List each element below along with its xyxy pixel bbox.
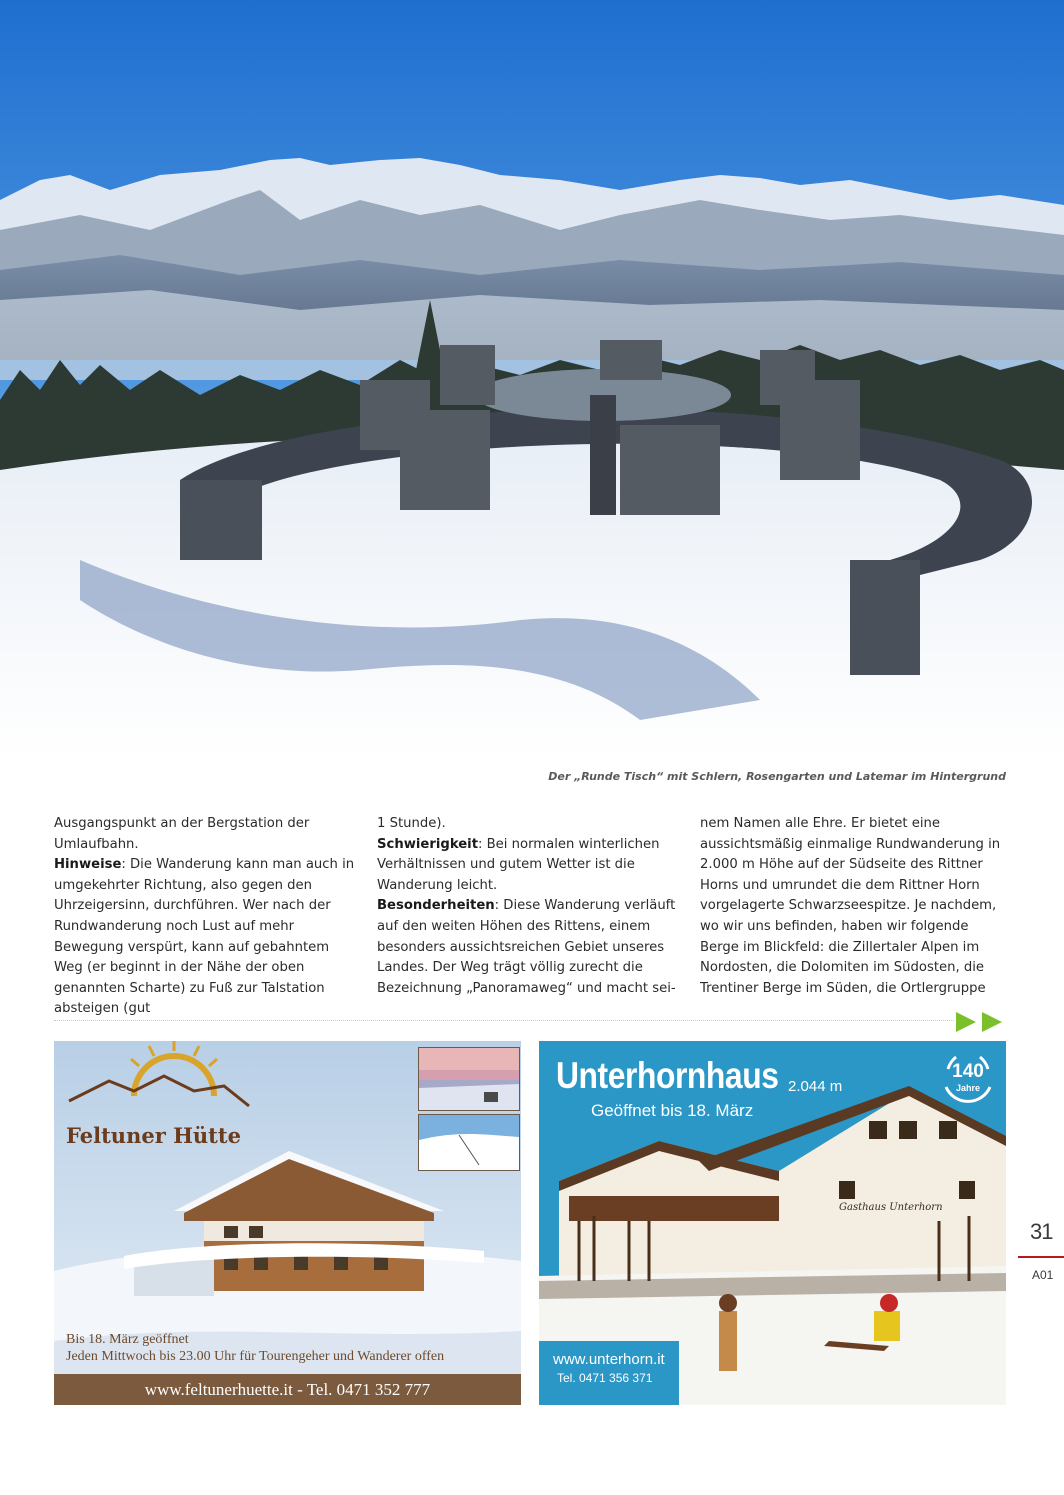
section-divider <box>54 1020 954 1021</box>
feltuner-note-line2: Jeden Mittwoch bis 23.00 Uhr für Tourengeher und Wanderer offen <box>66 1349 445 1364</box>
page-number: 31 <box>1030 1219 1053 1244</box>
besonderheiten-text: : Diese Wanderung verläuft auf den weiten Höhen des Rittens, einem besonders aussichtsreichen Gebiet unseres Landes. Der Weg trägt völlig zurecht die Bezeichnung „Panoramaweg“ und macht sei- <box>377 898 676 996</box>
sunset-thumbnail <box>418 1047 520 1111</box>
hinweise-text: : Die Wanderung kann man auch in umgekehrter Richtung, also gegen den Uhrzeigersinn, durchführen. Wer nach der Rundwanderung noch Lust auf mehr Bewegung verspürt, kann auf gebahntem Weg (er beginnt in der Nähe der oben genannten Scharte) zu Fuß zur Talstation absteigen (gut <box>54 857 355 1017</box>
schwierigkeit-label: Schwierigkeit <box>377 836 478 852</box>
hinweise-label: Hinweise <box>54 857 122 873</box>
feltuner-contact-bar[interactable]: www.feltunerhuette.it - Tel. 0471 352 777 <box>54 1374 521 1405</box>
unterhorn-title: Unterhornhaus <box>556 1055 779 1096</box>
article-column-3 <box>700 814 1002 999</box>
feltuner-note-line1: Bis 18. März geöffnet <box>66 1332 189 1347</box>
duration-text: 1 Stunde). <box>377 816 446 831</box>
inn-sign: Gasthaus Unterhorn <box>839 1202 943 1213</box>
article-column-2 <box>377 814 679 999</box>
badge-number: 140 <box>952 1061 984 1082</box>
besonderheiten-label: Besonderheiten <box>377 898 495 914</box>
schwierigkeit-text: : Bei normalen winterlichen Verhältnissen und gutem Wetter ist die Wanderung leicht. <box>377 836 660 893</box>
ski-slope-thumbnail <box>418 1114 520 1171</box>
ad-unterhornhaus[interactable] <box>539 1041 1006 1405</box>
unterhorn-opening: Geöffnet bis 18. März <box>591 1101 754 1120</box>
intro-text: Ausgangspunkt an der Bergstation der Umlaufbahn. <box>54 816 310 852</box>
ad-feltuner-huette[interactable] <box>54 1041 521 1405</box>
unterhorn-website[interactable]: www.unterhorn.it <box>553 1351 665 1368</box>
badge-label: Jahre <box>955 1083 981 1093</box>
unterhorn-phone: Tel. 0471 356 371 <box>557 1371 653 1385</box>
anniversary-badge <box>936 1047 1000 1111</box>
photo-caption: Der „Runde Tisch“ mit Schlern, Rosengarten und Latemar im Hintergrund <box>548 770 1006 783</box>
page-code: A01 <box>1032 1268 1054 1282</box>
continue-arrows-icon <box>956 1010 1006 1038</box>
article-column-1 <box>54 814 356 1020</box>
feltuner-opening-note <box>66 1331 444 1365</box>
feltuner-title: Feltuner Hütte <box>66 1123 241 1148</box>
column-3-text: nem Namen alle Ehre. Er bietet eine aussichtsmäßig einmalige Rundwanderung in 2.000 m Höhe auf der Südseite des Rittner Horns und umrundet die dem Rittner Horn vorgelagerte Schwarzseespitze. Je nachdem, wo wir uns befinden, haben wir folgende Berge im Blickfeld: die Zillertaler Alpen im Nordosten, die Dolomiten im Südosten, die Trentiner Berge im Süden, die Ortlergruppe <box>700 816 1001 996</box>
page-number-rule <box>1018 1256 1064 1258</box>
unterhorn-altitude: 2.044 m <box>788 1078 843 1095</box>
